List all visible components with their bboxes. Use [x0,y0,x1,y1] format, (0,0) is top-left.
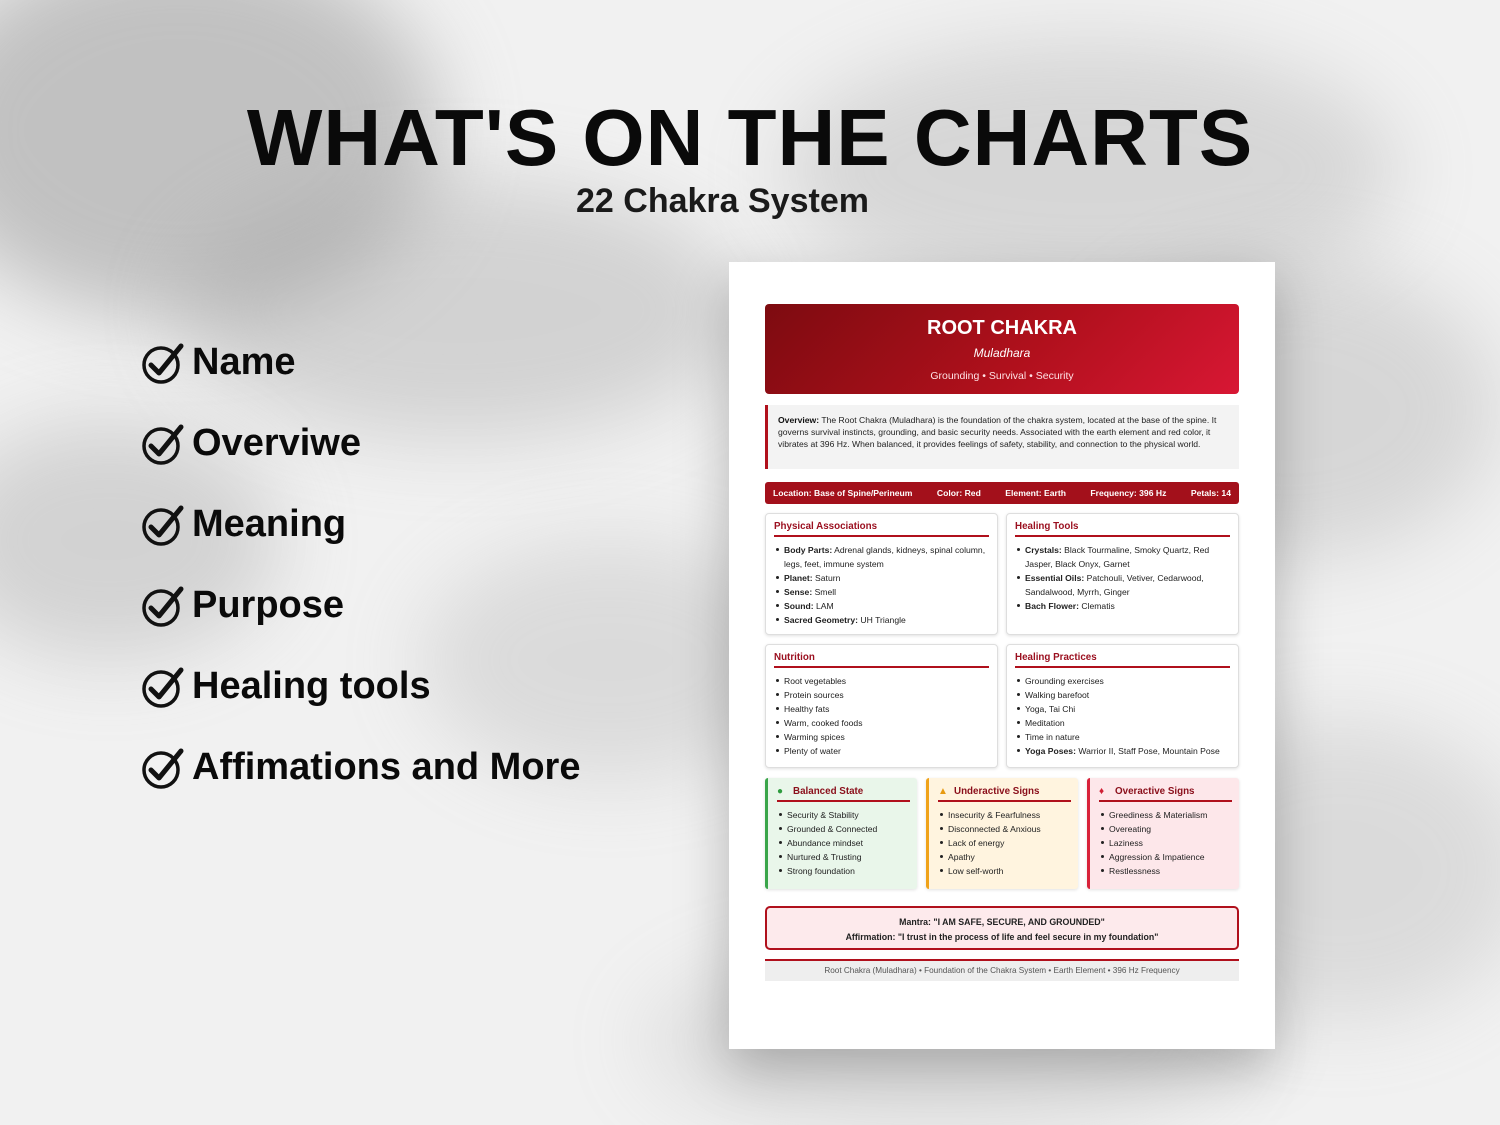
card-title: Healing Tools [1015,521,1230,537]
card-title: Balanced State [793,786,864,797]
chart-paper-mockup [729,262,1275,1049]
mantra-text: "I AM SAFE, SECURE, AND GROUNDED" [930,917,1105,927]
list-item [1025,543,1230,571]
mantra-label: Mantra: [899,917,931,927]
list-item [784,585,989,599]
list-item: Restlessness [1109,864,1232,878]
chart-footer: Root Chakra (Muladhara) • Foundation of the Chakra System • Earth Element • 396 Hz Frequency [765,959,1239,981]
list-item: Healthy fats [784,702,989,716]
list-item [784,599,989,613]
list-item: Strong foundation [787,864,910,878]
item-label: Yoga Poses: [1025,746,1076,756]
list-item: Apathy [948,850,1071,864]
feature-item [140,565,580,646]
list-item [1025,571,1230,599]
chakra-sanskrit-name: Muladhara [973,346,1031,360]
info-location: Location: Base of Spine/Perineum [773,488,913,498]
feature-item [140,484,580,565]
list-item: Warming spices [784,730,989,744]
balanced-state-card [765,778,917,889]
chakra-title: ROOT CHAKRA [927,317,1077,339]
check-circle-icon [140,340,186,386]
mantra-box [765,906,1239,950]
affirmation-label: Affirmation: [845,932,896,942]
healing-tools-card [1006,513,1239,635]
card-title: Underactive Signs [954,786,1040,797]
list-item: Greediness & Materialism [1109,808,1232,822]
green-dot-icon: ● [777,786,784,797]
overview-label: Overview: [778,415,820,425]
list-item: Laziness [1109,836,1232,850]
warning-triangle-icon: ▲ [938,786,948,797]
item-text: Black Tourmaline, Smoky Quartz, Red Jasper, Black Onyx, Garnet [1025,545,1210,569]
feature-label: Overviwe [192,422,361,464]
item-label: Planet: [784,573,813,583]
item-label: Body Parts: [784,545,833,555]
feature-label: Affimations and More [192,746,581,788]
feature-label: Name [192,341,296,383]
list-item: Disconnected & Anxious [948,822,1071,836]
overactive-signs-card [1087,778,1239,889]
list-item: Walking barefoot [1025,688,1230,702]
list-item: Security & Stability [787,808,910,822]
info-color: Color: Red [936,488,981,498]
item-text: Saturn [812,573,841,583]
feature-label: Healing tools [192,665,431,707]
list-item [784,571,989,585]
list-item-yoga-poses [1025,744,1230,758]
feature-item [140,646,580,727]
feature-item [140,727,580,808]
chakra-chart [765,304,1239,981]
overview-text: The Root Chakra (Muladhara) is the foundation of the chakra system, located at the base of the spine. It governs survival instincts, grounding, and basic security needs. Associated with the earth element and red color, it vibrates at 396 Hz. When balanced, it provides feelings of safety, stability, and connection to the physical world. [778,415,1217,449]
red-diamond-icon: ♦ [1099,786,1105,797]
list-item: Plenty of water [784,744,989,758]
item-label: Sacred Geometry: [784,615,859,625]
list-item: Insecurity & Fearfulness [948,808,1071,822]
underactive-signs-card [926,778,1078,889]
mantra-line [767,915,1237,930]
item-label: Sound: [784,601,814,611]
list-item: Nurtured & Trusting [787,850,910,864]
info-bar [765,482,1239,504]
page-title: WHAT'S ON THE CHARTS [246,93,1254,182]
item-label: Sense: [784,587,813,597]
feature-item [140,322,580,403]
item-text: Smell [812,587,837,597]
physical-associations-card [765,513,998,635]
item-label: Essential Oils: [1025,573,1085,583]
check-circle-icon [140,583,186,629]
item-text: Patchouli, Vetiver, Cedarwood, Sandalwood, Myrrh, Ginger [1025,573,1204,597]
list-item: Meditation [1025,716,1230,730]
list-item: Yoga, Tai Chi [1025,702,1230,716]
list-item [1025,599,1230,613]
list-item: Lack of energy [948,836,1071,850]
page-subtitle: 22 Chakra System [576,182,869,220]
list-item: Aggression & Impatience [1109,850,1232,864]
list-item: Overeating [1109,822,1232,836]
card-title: Nutrition [774,652,989,668]
item-text: Warrior II, Staff Pose, Mountain Pose [1075,746,1220,756]
healing-practices-card [1006,644,1239,768]
feature-list [140,322,580,808]
feature-label: Meaning [192,503,347,545]
list-item: Protein sources [784,688,989,702]
nutrition-card [765,644,998,768]
item-text: Clematis [1078,601,1115,611]
list-item: Abundance mindset [787,836,910,850]
check-circle-icon [140,421,186,467]
list-item: Low self-worth [948,864,1071,878]
chart-header [765,304,1239,394]
check-circle-icon [140,745,186,791]
list-item: Time in nature [1025,730,1230,744]
item-label: Bach Flower: [1025,601,1079,611]
item-label: Crystals: [1025,545,1062,555]
list-item [784,543,989,571]
list-item: Root vegetables [784,674,989,688]
list-item [784,613,989,627]
item-text: UH Triangle [858,615,906,625]
overview-box [765,405,1239,469]
affirmation-text: "I trust in the process of life and feel secure in my foundation" [895,932,1159,942]
info-petals: Petals: 14 [1190,488,1231,498]
feature-item [140,403,580,484]
info-element: Element: Earth [1005,488,1066,498]
item-text: LAM [813,601,834,611]
item-text: Adrenal glands, kidneys, spinal column, legs, feet, immune system [784,545,986,569]
check-circle-icon [140,502,186,548]
card-title: Healing Practices [1015,652,1230,668]
list-item: Grounding exercises [1025,674,1230,688]
chakra-tagline: Grounding • Survival • Security [930,370,1074,382]
check-circle-icon [140,664,186,710]
card-title: Physical Associations [774,521,989,537]
feature-label: Purpose [192,584,345,626]
affirmation-line [767,930,1237,945]
card-title: Overactive Signs [1115,786,1195,797]
list-item: Warm, cooked foods [784,716,989,730]
list-item: Grounded & Connected [787,822,910,836]
info-frequency: Frequency: 396 Hz [1090,488,1167,498]
